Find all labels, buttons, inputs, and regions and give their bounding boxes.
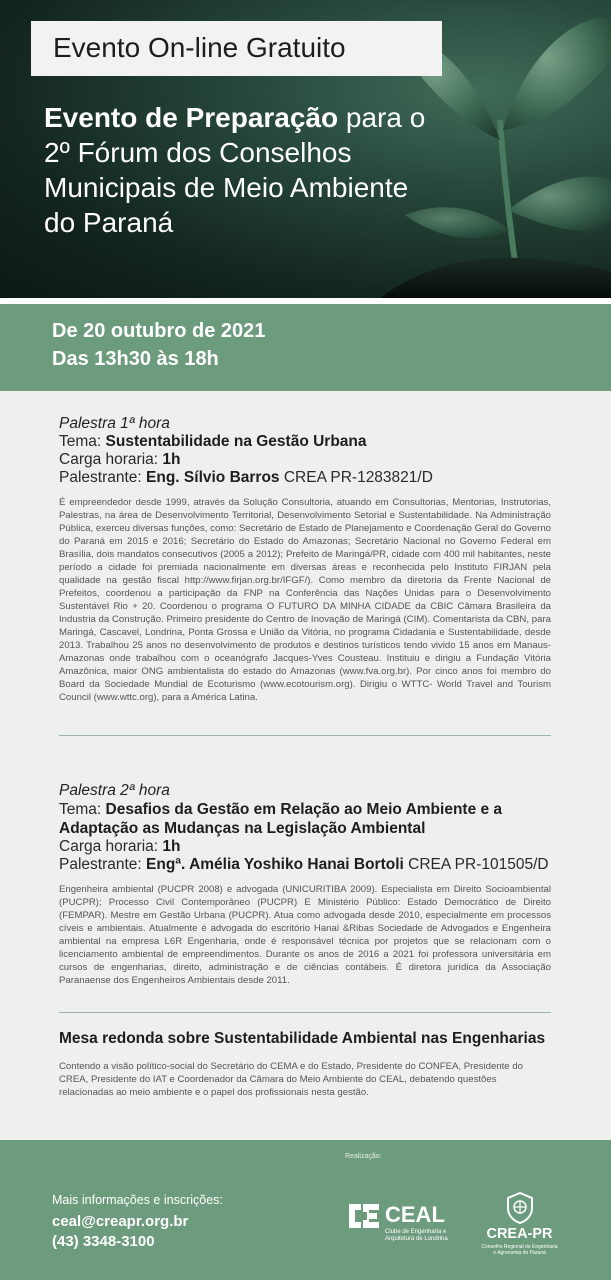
ceal-subtitle bbox=[385, 1229, 448, 1243]
event-date: De 20 outubro de 2021 bbox=[52, 320, 266, 342]
footer bbox=[0, 1140, 611, 1280]
speaker-bio: Engenheira ambiental (PUCPR 2008) e advogada (UNICURITIBA 2009). Especialista em Direito Socioambiental (PUCPR); Processo Civil Contemporâneo (PUCPR) E Ministério Público: Estado Democrático de Direito (FEMPAR). Mestre em Gestão Urbana (PUCPR). Atua como advogada desde 2010, especialmente em processos cíveis e ambientais. Atualmente é advogada do escritório Hanai &Ribas Sociedade de Advogados e Engenheira ambiental na empresa L6R Engenharia, onde é responsável técnica por projetos que se relacionam com o licenciamento ambiental de empreendimentos. Durante os anos de 2016 a 2021 foi professora universitária em cursos de engenharias, direito, administração e de ciências contábeis. É diretora jurídica da Associação Paranaense dos Engenheiros Ambientais desde 2011. bbox=[59, 884, 551, 986]
contact-email[interactable]: ceal@creapr.org.br bbox=[52, 1213, 189, 1230]
speaker-bio: É empreendedor desde 1999, através da Solução Consultoria, atuando em Consultorias, Mentorias, Instrutorias, Palestras, na área de Desenvolvimento Territorial, Desenvolvimento Setorial e Sustentabilidade. Na Administração Pública, exerceu diversas funções, como: Secretário de Estado de Planejamento e Coordenação Geral do Governo do Paraná em 2015 e 2016; Secretário do Estado do Amazonas; Secretário Nacional no Governo Federal em Brasília, dois mandatos consecutivos (2005 a 2012); Prefeito de Maringá/PR, cidade com 400 mil habitantes, neste período a cidade foi premiada nacionalmente em diversas áreas e reconhecida pelo Instituto FIRJAN pela qualidade na gestão fiscal http://www.firjan.org.br/IFGF/). Como membro da diretoria da Frente Nacional de Prefeitos, coordenou a participação da FNP na Conferência das Nações Unidas para o Desenvolvimento Sustentável Rio + 20. Coordenou o programa O FUTURO DA MINHA CIDADE da CBIC Câmara Brasileira da Industria da Construção. Primeiro presidente do Centro de Inovação de Maringá (CIM). Comentarista da CBN, para Maringá, Cascavel, Londrina, Ponta Grossa e União da Vitória, no programa Cidadania e Sustentabilidade, desde 2013. Trabalhou 25 anos no desenvolvimento de produtos e destinos turísticos tendo vivido 15 anos em Manaus-Amazonas onde trabalhou com o oceanógrafo Jacques-Yves Cousteau. Instituiu e dirigiu a Fundação Vitória Amazônica, maior ONG ambientalista do estado do Amazonas (www.fva.org.br). Por cinco anos foi membro do Board da Sociedade Mundial de Ecoturismo (www.ecotourism.org). Dirigiu o WTTC- World Travel and Tourism Council (www.wttc.org), para a América Latina. bbox=[59, 497, 551, 703]
carga-label: Carga horaria: bbox=[59, 838, 163, 855]
content-panel bbox=[0, 391, 611, 1140]
talk-2 bbox=[59, 782, 551, 987]
realizacao-label: Realização: bbox=[345, 1153, 382, 1160]
talk-speaker bbox=[59, 469, 551, 487]
carga-value: 1h bbox=[162, 838, 181, 855]
talk-carga bbox=[59, 838, 551, 856]
talk-carga bbox=[59, 451, 551, 469]
event-title-bold: Evento de Preparação bbox=[44, 102, 339, 133]
carga-label: Carga horaria: bbox=[59, 451, 163, 468]
crea-subtitle bbox=[472, 1244, 567, 1256]
talk-label: Palestra 2ª hora bbox=[59, 782, 170, 799]
free-event-badge bbox=[31, 21, 442, 76]
crea-seal-icon bbox=[506, 1192, 534, 1224]
crea-pr-logo bbox=[472, 1190, 567, 1260]
speaker-registration: CREA PR-101505/D bbox=[408, 856, 549, 873]
talk-label: Palestra 1ª hora bbox=[59, 415, 170, 432]
round-table-description: Contendo a visão político-social do Secretário do CEMA e do Estado, Presidente do CONFEA, Presidente do CREA, Presidente do IAT e Coordenador da Câmara do Meio Ambiente do CEAL, debatendo questões relacionadas ao meio ambiente e o papel dos profissionais nesta gestão. bbox=[59, 1061, 523, 1098]
speaker-name: Engª. Amélia Yoshiko Hanai Bortoli bbox=[146, 856, 404, 873]
speaker-name: Eng. Sílvio Barros bbox=[146, 469, 280, 486]
contact-phone[interactable]: (43) 3348-3100 bbox=[52, 1233, 155, 1250]
carga-value: 1h bbox=[162, 451, 181, 468]
talk-tema bbox=[59, 433, 551, 451]
tema-label: Tema: bbox=[59, 801, 106, 818]
speaker-registration: CREA PR-1283821/D bbox=[283, 469, 433, 486]
crea-subtitle-line: e Agronomia do Paraná bbox=[493, 1250, 546, 1256]
round-table-title: Mesa redonda sobre Sustentabilidade Ambiental nas Engenharias bbox=[59, 1030, 546, 1047]
date-band bbox=[0, 304, 611, 391]
section-divider bbox=[59, 1012, 551, 1013]
event-title bbox=[44, 100, 444, 240]
ceal-name: CEAL bbox=[385, 1202, 445, 1227]
section-divider bbox=[59, 735, 551, 736]
badge-text: Evento On-line Gratuito bbox=[53, 32, 346, 63]
talk-speaker bbox=[59, 856, 551, 874]
ceal-subtitle-line: Arquitetura de Londrina bbox=[385, 1236, 448, 1242]
round-table bbox=[59, 1030, 551, 1099]
event-time: Das 13h30 às 18h bbox=[52, 348, 219, 370]
ceal-subtitle-line: Clube de Engenharia e bbox=[385, 1229, 447, 1235]
speaker-label: Palestrante: bbox=[59, 469, 147, 486]
ceal-logo bbox=[345, 1198, 455, 1248]
tema-value: Sustentabilidade na Gestão Urbana bbox=[105, 433, 367, 450]
tema-value: Desafios da Gestão em Relação ao Meio Ambiente e a Adaptação as Mudanças na Legislação Ambiental bbox=[59, 801, 503, 837]
ceal-emblem-icon bbox=[345, 1198, 383, 1234]
hero-banner bbox=[0, 0, 611, 298]
crea-name: CREA-PR bbox=[486, 1226, 553, 1242]
info-label: Mais informações e inscrições: bbox=[52, 1193, 223, 1207]
talk-1 bbox=[59, 415, 551, 704]
crea-subtitle-line: Conselho Regional de Engenharia bbox=[481, 1244, 558, 1250]
speaker-label: Palestrante: bbox=[59, 856, 147, 873]
talk-tema bbox=[59, 800, 551, 838]
tema-label: Tema: bbox=[59, 433, 106, 450]
event-title-rest: para o 2º Fórum dos Conselhos Municipais de Meio Ambiente do Paraná bbox=[44, 102, 426, 238]
